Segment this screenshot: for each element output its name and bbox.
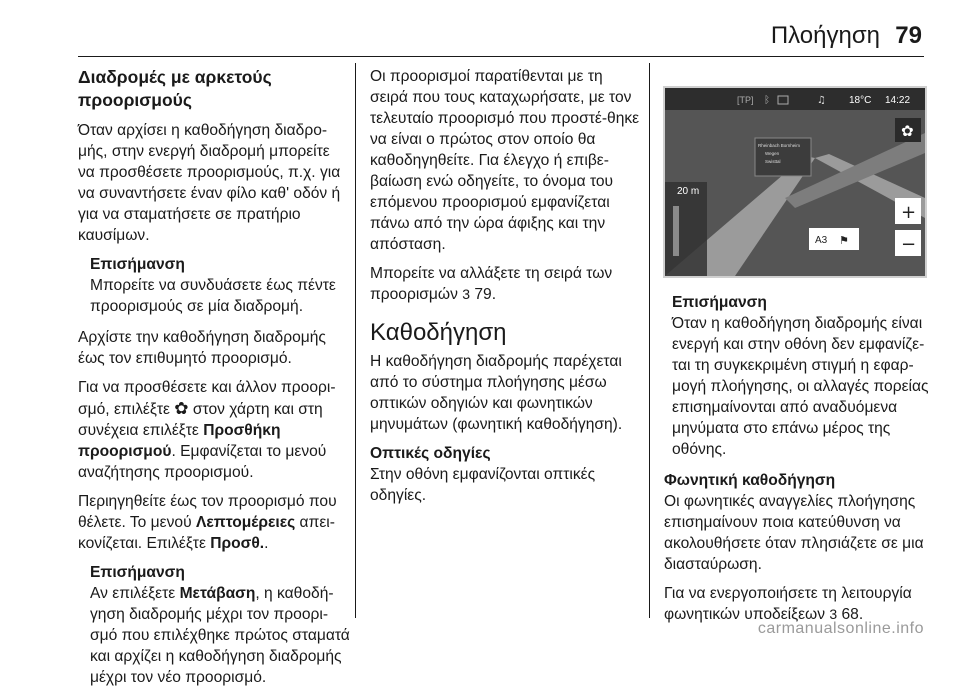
paragraph: Στην οθόνη εμφανίζονται οπτικές οδηγίες. bbox=[370, 466, 596, 504]
paragraph: Οι προορισμοί παρατίθενται με τη σειρά που τους καταχωρήσατε, με τον τελευταίο προορισμό που προστέ-θηκε να είναι ο πρώτος στον οποίο θα καθοδηγηθείτε. Για έλεγχο ή επιβε-βαίωση ενώ οδηγείτε, το όνομα του επόμενου προορισμού εμφανίζεται πάνω από την ώρα άφιξης και την απόσταση. bbox=[370, 68, 640, 253]
text-run: Μπορείτε να αλλάξετε τη σειρά των προορισμών bbox=[370, 265, 613, 303]
note-box bbox=[90, 254, 350, 317]
text-run: απει-κονίζεται. Επιλέξτε bbox=[78, 514, 335, 552]
text-run: στον χάρτη και στη συνέχεια επιλέξτε bbox=[78, 401, 323, 439]
road-name: A3 bbox=[815, 235, 828, 246]
page-title: Πλοήγηση bbox=[770, 22, 880, 49]
map-graphic bbox=[665, 88, 925, 276]
progress-bar bbox=[673, 206, 679, 256]
temperature-readout: 18°C bbox=[849, 95, 872, 106]
menu-option-add: Προσθ. bbox=[210, 535, 265, 552]
text-run: , η καθοδή-γηση διαδρομής μέχρι τον προορι-σμό που επιλέχθηκε πρώτος σταματά και αρχίζει η καθοδήγηση διαδρομής μέχρι τον νέο προορισμό. bbox=[90, 585, 350, 686]
column-divider-2 bbox=[649, 63, 650, 618]
text-run: 68. bbox=[837, 606, 864, 623]
paragraph bbox=[370, 263, 642, 305]
footer-watermark: carmanualsonline.info bbox=[757, 620, 924, 637]
settings-gear-icon: ✿ bbox=[901, 122, 914, 140]
note-box bbox=[672, 292, 936, 460]
section-heading-guidance: Καθοδήγηση bbox=[370, 319, 507, 346]
paragraph bbox=[78, 491, 350, 554]
note-text: Όταν η καθοδήγηση διαδρομής είναι ενεργή και στην οθόνη δεν εμφανίζε-ται τη συγκεκριμένη στιγμή η εφαρ-μογή πλοήγησης, οι αλλαγές πορείας επισημαίνονται από αναδυόμενα μηνύματα στο επάνω μέρος της οθόνης. bbox=[672, 315, 929, 458]
text-run: Αν επιλέξετε bbox=[90, 585, 180, 602]
text-run: Για να προσθέσετε και άλλον προορι-σμό, επιλέξτε bbox=[78, 379, 336, 418]
page-reference-icon: 3 bbox=[462, 286, 471, 302]
section-heading-multiple-destinations: Διαδρομές με αρκετούς προορισμούς bbox=[78, 67, 272, 110]
text-run: . Εμφανίζεται το μενού αναζήτησης προορισμού. bbox=[78, 443, 327, 481]
page-header bbox=[0, 0, 960, 60]
header-rule bbox=[78, 56, 924, 57]
menu-option-add-destination: Προσθήκη προορισμού bbox=[78, 422, 281, 460]
paragraph: Η καθοδήγηση διαδρομής παρέχεται από το σύστημα πλοήγησης μέσω οπτικών οδηγιών και φωνητικών μηνυμάτων (φωνητική καθοδήγηση). bbox=[370, 353, 623, 433]
text-run: Περιηγηθείτε έως τον προορισμό που θέλετε. Το μενού bbox=[78, 493, 337, 531]
navigation-screen-illustration bbox=[663, 86, 927, 278]
note-title: Επισήμανση bbox=[90, 564, 185, 581]
clock-readout: 14:22 bbox=[885, 95, 911, 106]
zoom-in-icon: + bbox=[901, 202, 917, 223]
page-footer bbox=[0, 618, 960, 642]
page-number: 79 bbox=[895, 22, 922, 49]
position-icon: ⚑ bbox=[839, 234, 849, 247]
bluetooth-icon: ᛒ bbox=[764, 95, 770, 106]
sign-line-3: Swisttal bbox=[765, 159, 781, 164]
paragraph bbox=[78, 377, 350, 483]
tp-indicator: [TP] bbox=[737, 95, 754, 105]
note-text: Μπορείτε να συνδυάσετε έως πέντε προορισμούς σε μία διαδρομή. bbox=[90, 277, 336, 315]
sub-heading-visual-instructions: Οπτικές οδηγίες bbox=[370, 445, 491, 462]
sub-heading-voice-guidance: Φωνητική καθοδήγηση bbox=[664, 472, 836, 489]
text-run: Για να ενεργοποιήσετε τη λειτουργία φωνητικών υποδείξεων bbox=[664, 585, 912, 623]
text-run: . bbox=[264, 535, 269, 552]
settings-gear-icon: ✿ bbox=[174, 399, 189, 418]
paragraph: Οι φωνητικές αναγγελίες πλοήγησης επισημαίνουν ποια κατεύθυνση να ακολουθήσετε όταν πλησιάζετε σε μια διασταύρωση. bbox=[664, 493, 924, 573]
text-run: 79. bbox=[470, 286, 497, 303]
column-1 bbox=[78, 66, 350, 698]
column-divider-1 bbox=[355, 63, 356, 618]
menu-option-details: Λεπτομέρειες bbox=[195, 514, 296, 531]
distance-readout: 20 m bbox=[677, 186, 700, 197]
column-3 bbox=[664, 292, 936, 633]
menu-option-go: Μετάβαση bbox=[179, 585, 256, 602]
sign-line-2: Wegen bbox=[765, 151, 780, 156]
paragraph: Όταν αρχίσει η καθοδήγηση διαδρο-μής, στην ενεργή διαδρομή μπορείτε να προσθέσετε προορισμούς, π.χ. για να συναντήσετε έναν φίλο καθ' οδόν ή για να σταματήσετε σε πρατήριο καυσίμων. bbox=[78, 122, 341, 244]
paragraph: Αρχίστε την καθοδήγηση διαδρομής έως τον επιθυμητό προορισμό. bbox=[78, 329, 326, 367]
page-reference-icon: 3 bbox=[829, 606, 838, 622]
sign-line-1: Rheinbach Bornheim bbox=[758, 143, 801, 148]
zoom-out-icon: − bbox=[901, 234, 917, 255]
music-icon: ♫ bbox=[817, 95, 826, 106]
note-title: Επισήμανση bbox=[90, 256, 185, 273]
note-title: Επισήμανση bbox=[672, 294, 767, 311]
column-2 bbox=[370, 66, 642, 514]
